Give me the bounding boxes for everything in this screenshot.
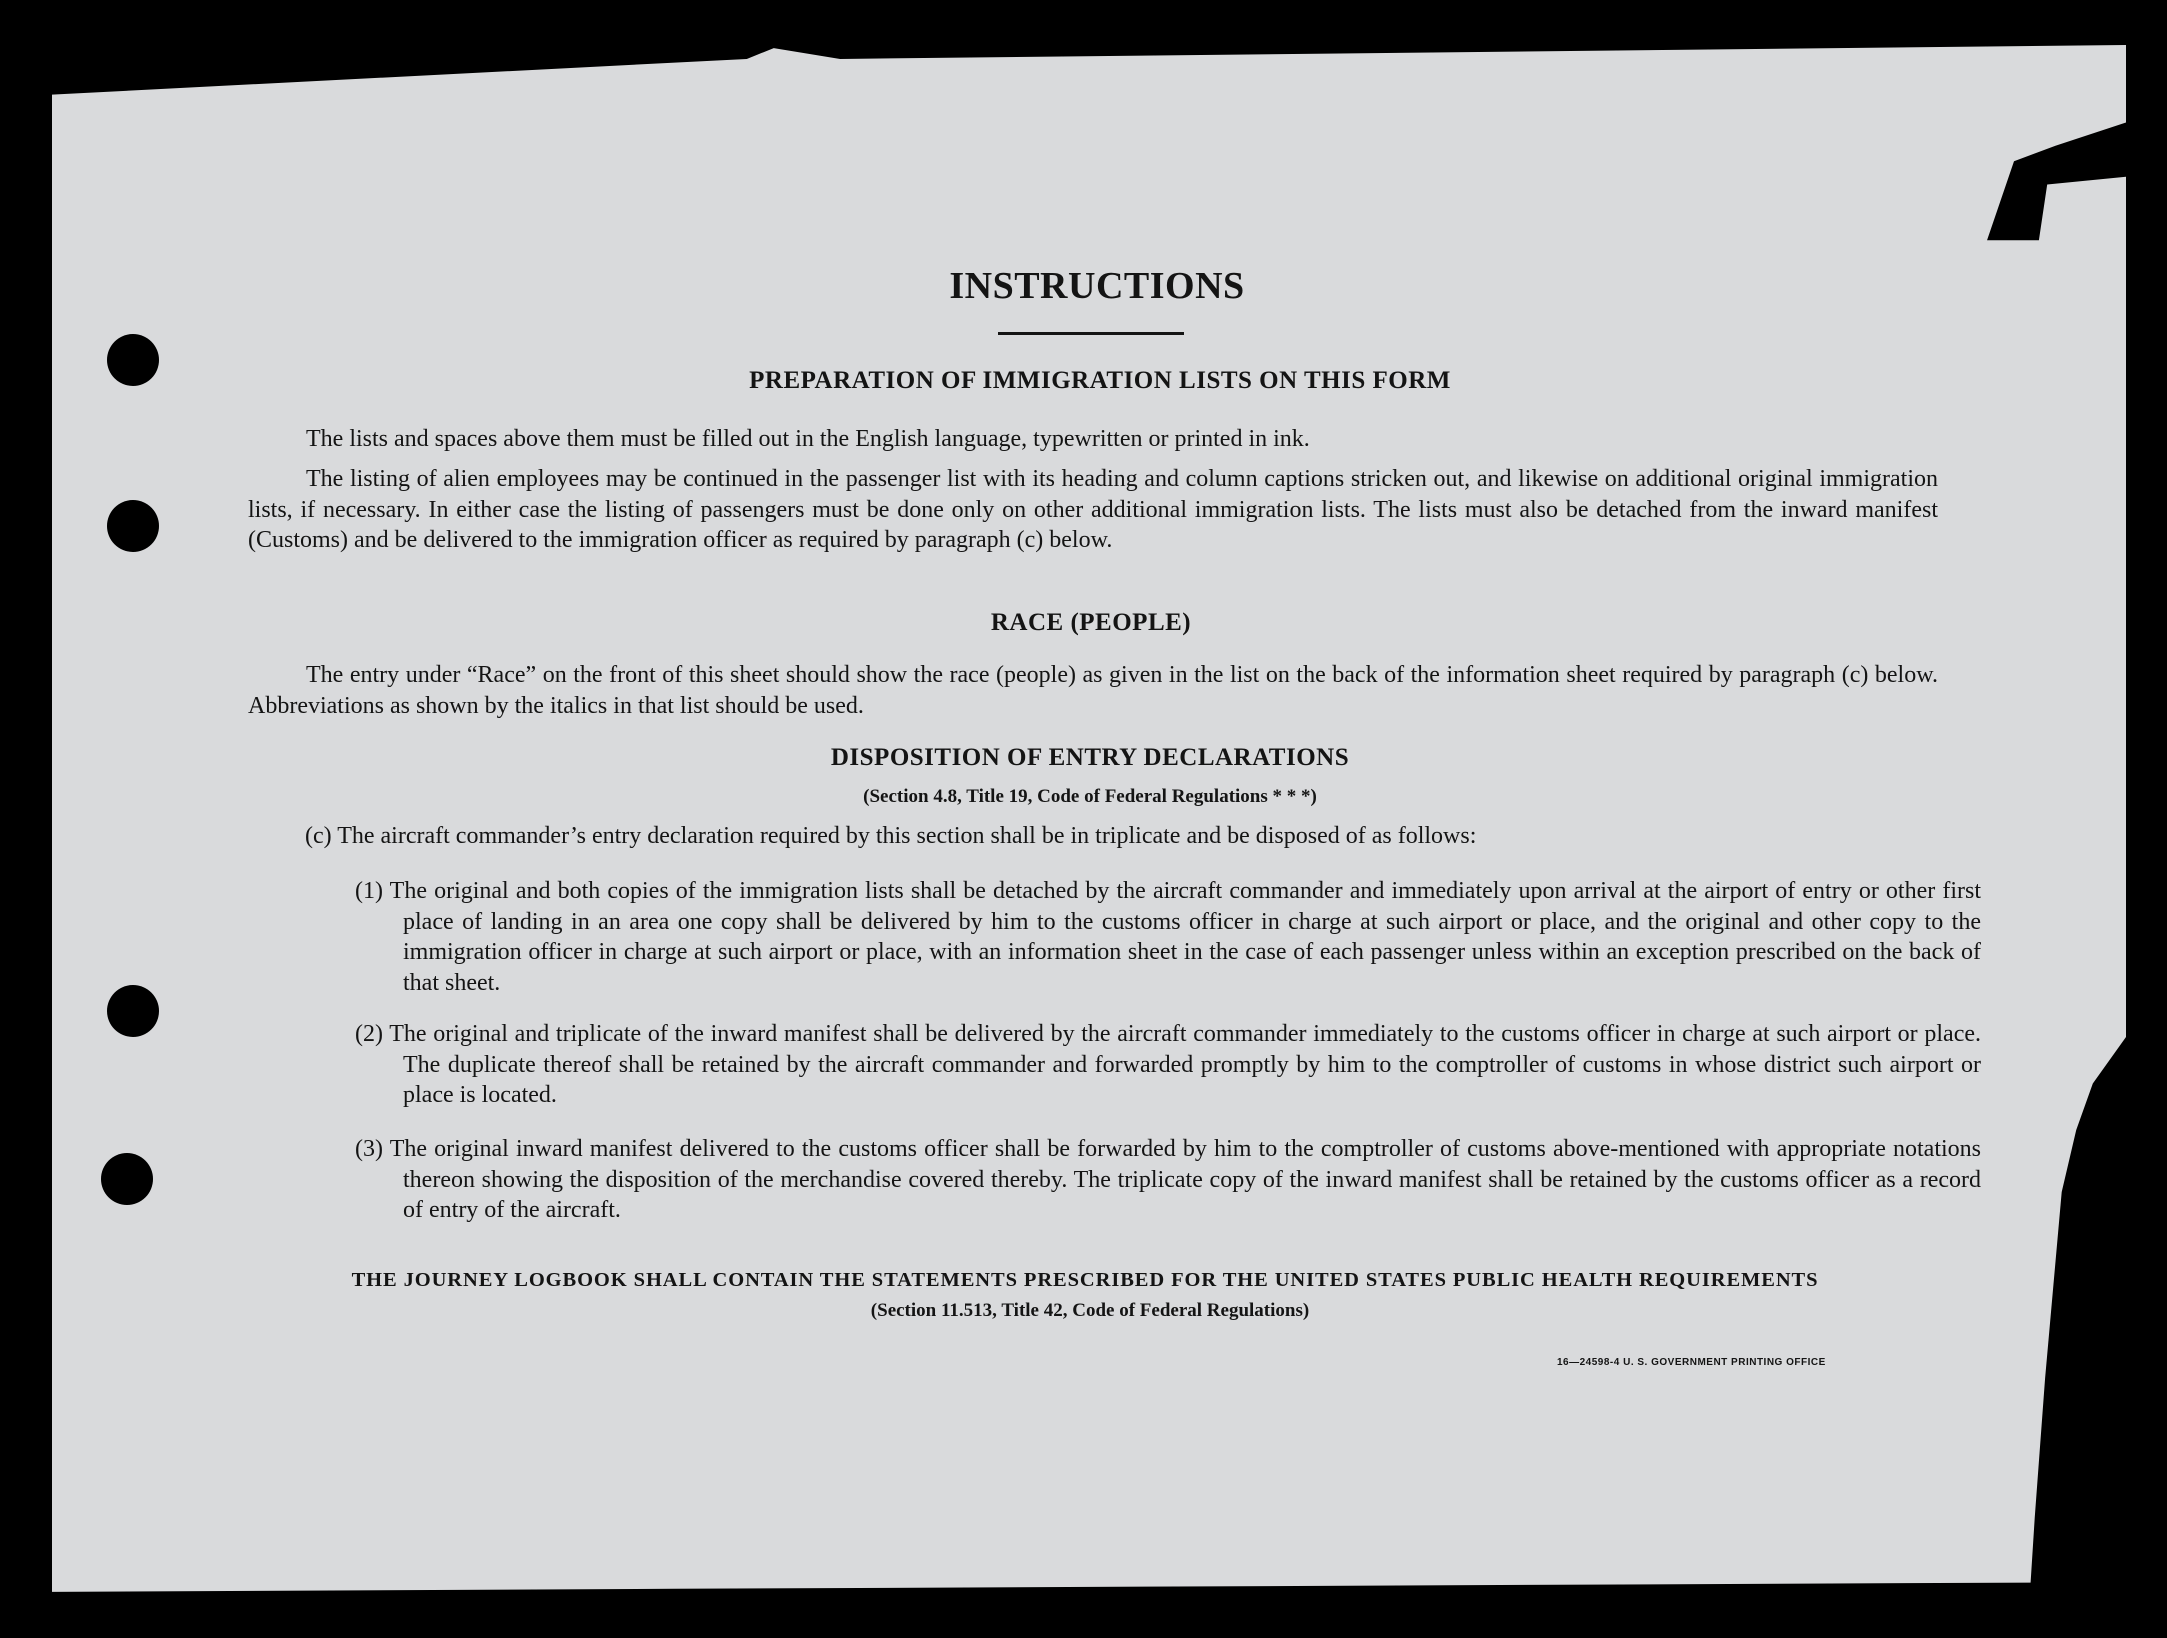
disposition-citation: (Section 4.8, Title 19, Code of Federal Regulations * * *) xyxy=(863,786,1317,807)
disposition-item-2: (2) The original and triplicate of the inward manifest shall be delivered by the aircraft commander immediately to the customs officer in charge at such airport or place. The duplicate thereof shall be retained by the aircraft commander and forwarded promptly by him to the comptroller of customs in whose district such airport or place is located. xyxy=(355,1021,1981,1108)
title-underline xyxy=(998,332,1184,335)
page-title: INSTRUCTIONS xyxy=(949,265,1245,307)
footer-statement: THE JOURNEY LOGBOOK SHALL CONTAIN THE STATEMENTS PRESCRIBED FOR THE UNITED STATES PUBLIC HEALTH REQUIREMENTS xyxy=(351,1269,1819,1291)
section-heading-preparation: PREPARATION OF IMMIGRATION LISTS ON THIS FORM xyxy=(749,367,1451,394)
printer-mark: 16—24598-4 U. S. GOVERNMENT PRINTING OFFICE xyxy=(1557,1357,1826,1368)
disposition-item-1: (1) The original and both copies of the immigration lists shall be detached by the aircraft commander and immediately upon arrival at the airport of entry or other first place of landing in an area one copy shall be delivered by him to the customs officer in charge at such airport or place, and the original and other copy to the immigration officer in charge at such airport or place, with an information sheet in the case of each passenger unless within an exception prescribed on the back of that sheet. xyxy=(355,878,1981,996)
preparation-paragraph-1: The lists and spaces above them must be filled out in the English language, typewritten or printed in ink. xyxy=(306,426,1310,452)
preparation-paragraph-2: The listing of alien employees may be continued in the passenger list with its heading and column captions stricken out, and likewise on additional original immigration lists, if necessary. In either case the listing of passengers must be done only on other additional immigration lists. The lists must also be detached from the inward manifest (Customs) and be delivered to the immigration officer as required by paragraph (c) below. xyxy=(248,466,1938,553)
footer-citation: (Section 11.513, Title 42, Code of Federal Regulations) xyxy=(870,1300,1310,1321)
section-heading-race: RACE (PEOPLE) xyxy=(990,609,1192,636)
disposition-intro: (c) The aircraft commander’s entry declaration required by this section shall be in triplicate and be disposed of as follows: xyxy=(305,823,1477,849)
race-paragraph: The entry under “Race” on the front of this sheet should show the race (people) as given in the list on the back of the information sheet required by paragraph (c) below. Abbreviations as shown by the italics in that list should be used. xyxy=(248,662,1938,719)
disposition-item-3: (3) The original inward manifest delivered to the customs officer shall be forwarded by him to the comptroller of customs above-mentioned with appropriate notations thereon showing the disposition of the merchandise covered thereby. The triplicate copy of the inward manifest shall be retained by the customs officer as a record of entry of the aircraft. xyxy=(355,1136,1981,1223)
section-heading-disposition: DISPOSITION OF ENTRY DECLARATIONS xyxy=(830,744,1350,771)
